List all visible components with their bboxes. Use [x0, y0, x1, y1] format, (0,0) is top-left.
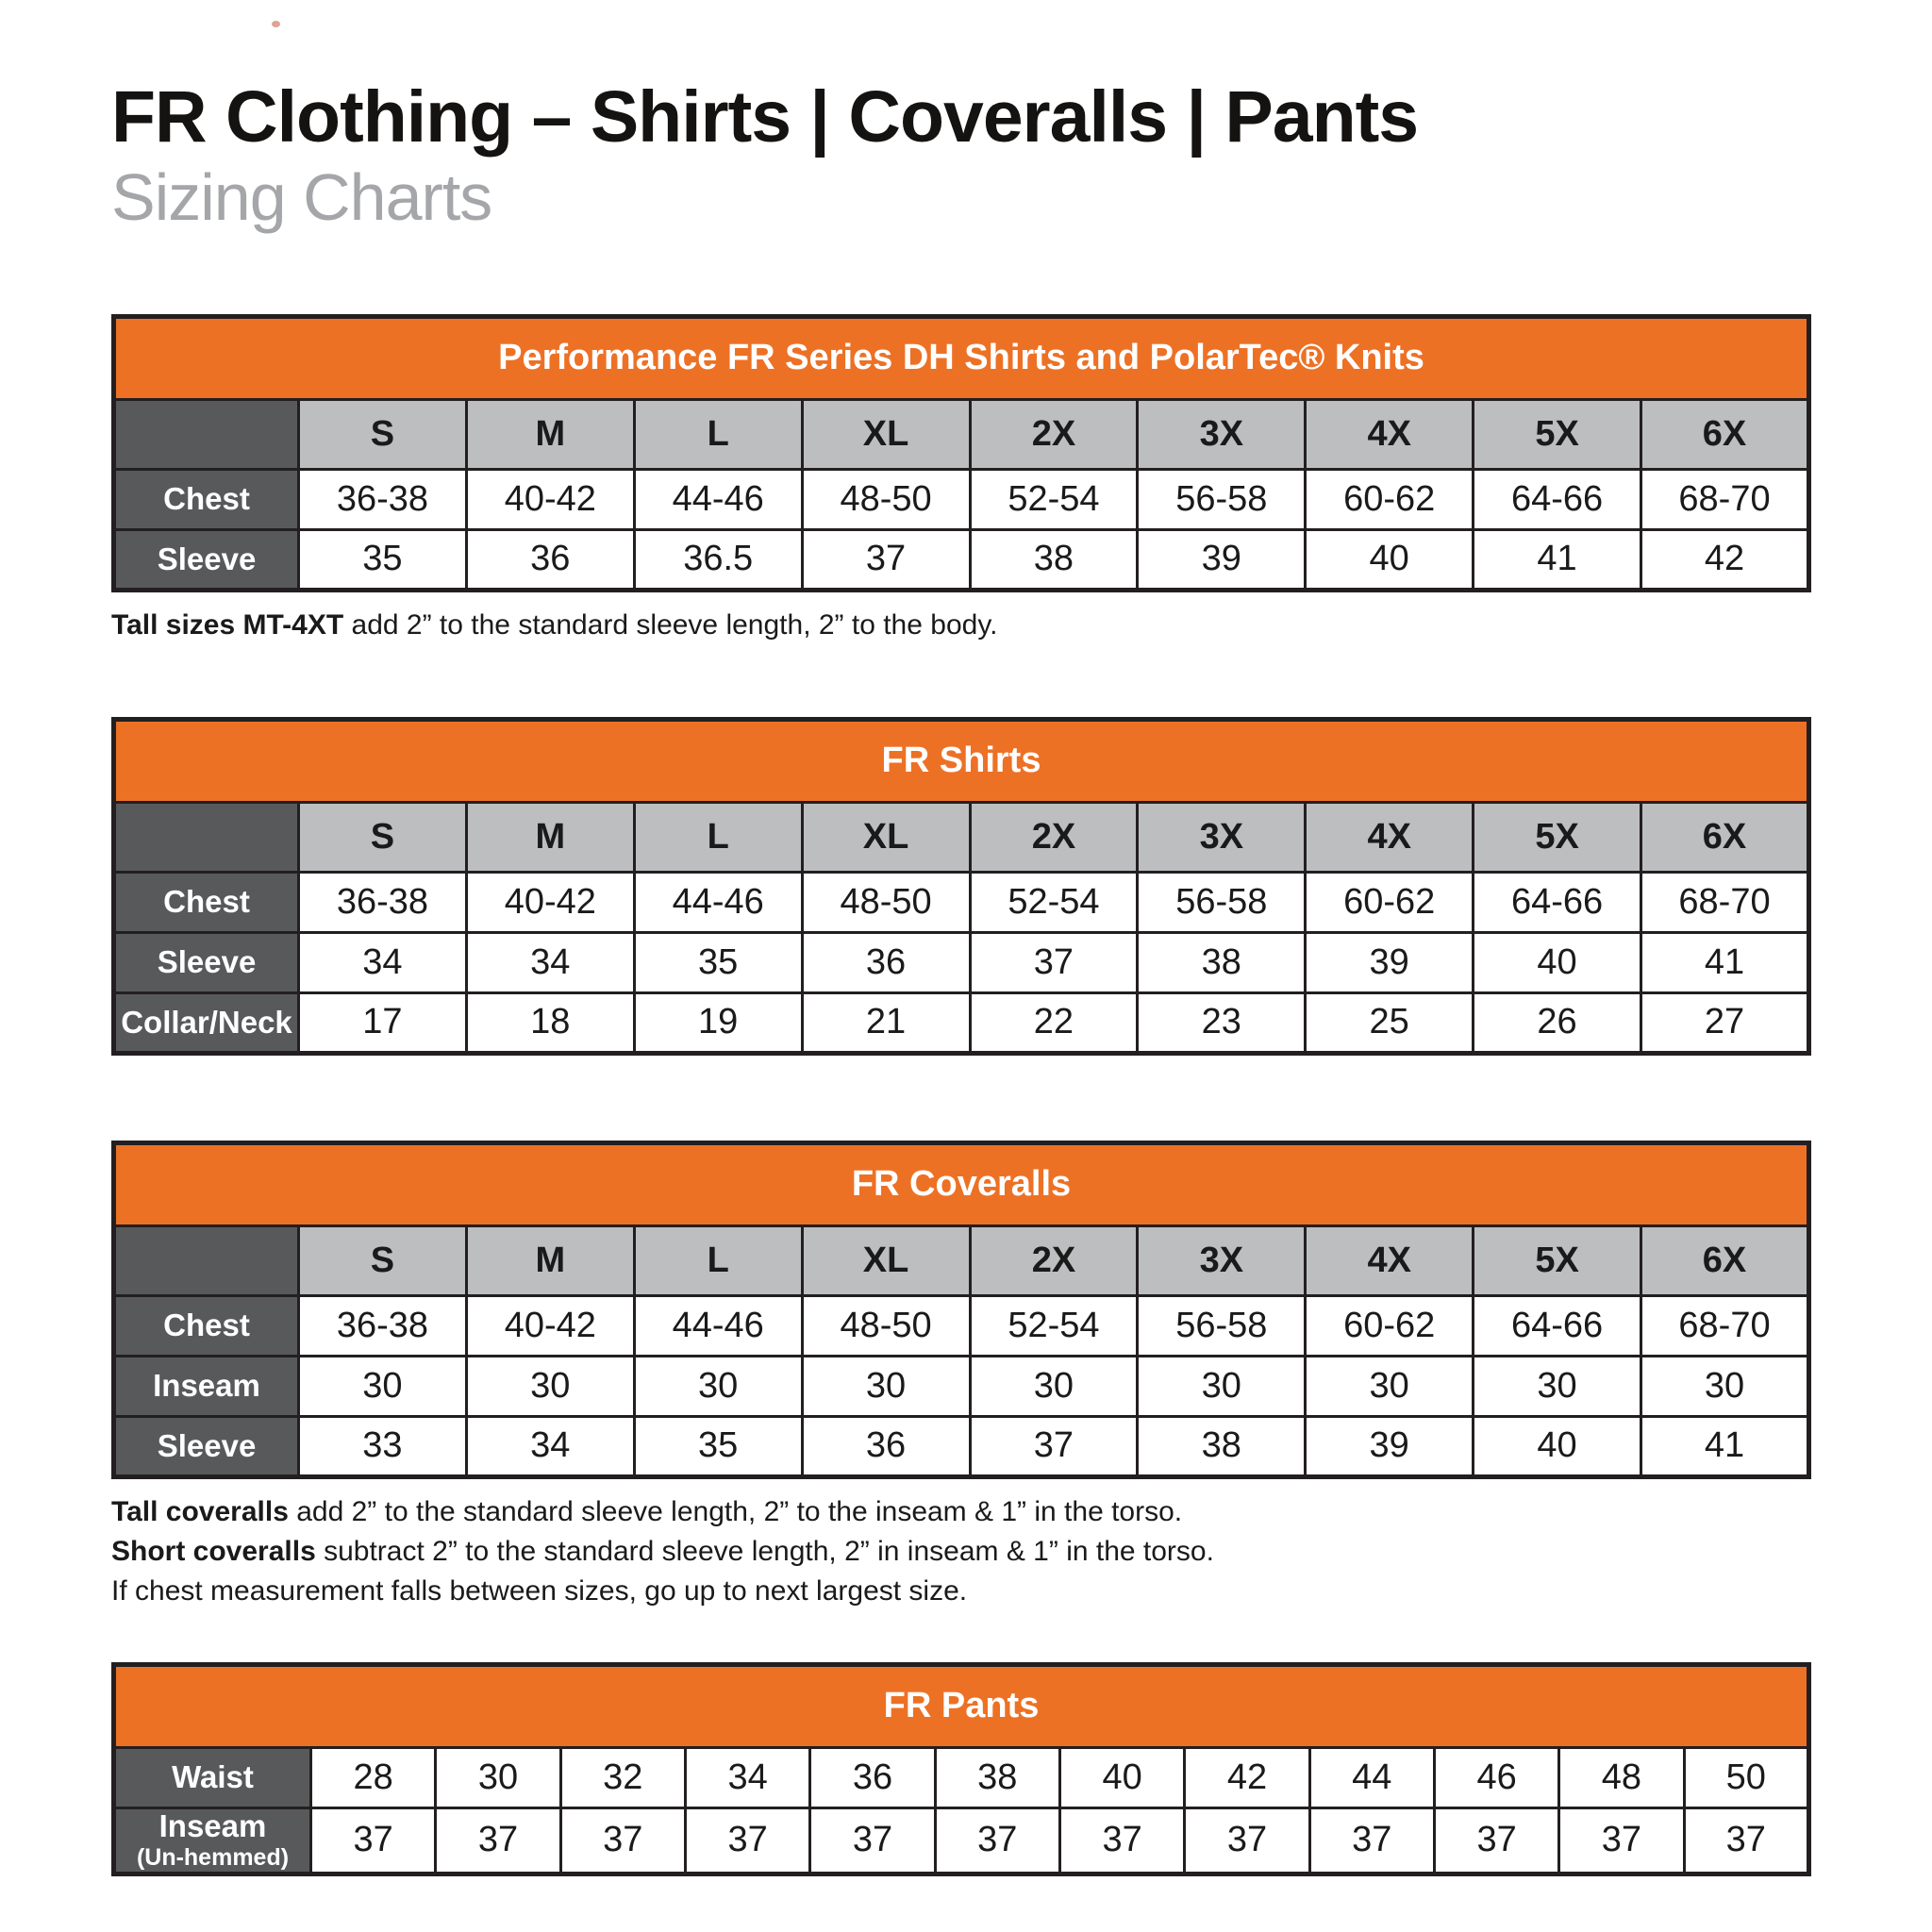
corner-cell [114, 399, 299, 469]
value-cell: 30 [299, 1356, 467, 1416]
value-cell: 38 [1138, 1416, 1306, 1476]
value-cell: 64-66 [1474, 469, 1641, 529]
value-cell: 37 [802, 529, 970, 590]
value-cell: 37 [1059, 1807, 1184, 1874]
row-label-cell [114, 529, 299, 590]
value-cell: 34 [466, 932, 634, 992]
size-header-cell: 5X [1474, 399, 1641, 469]
size-header-cell: 3X [1138, 399, 1306, 469]
value-cell: 37 [970, 932, 1138, 992]
row-label-cell [114, 872, 299, 932]
sizing-table-fr-pants [111, 1662, 1811, 1876]
note-line [111, 1572, 1811, 1611]
value-cell: 41 [1641, 932, 1809, 992]
value-cell: 35 [634, 1416, 802, 1476]
size-header-cell: L [634, 802, 802, 872]
row-label-cell [114, 932, 299, 992]
value-cell: 23 [1138, 992, 1306, 1053]
value-cell: 37 [810, 1807, 935, 1874]
row-label-cell [114, 992, 299, 1053]
row-label-cell [114, 469, 299, 529]
size-header-cell: S [299, 802, 467, 872]
size-header-cell: 4X [1306, 1225, 1474, 1295]
value-cell: 44-46 [634, 1295, 802, 1356]
size-header-cell: 4X [1306, 399, 1474, 469]
notes-performance-knits [111, 606, 1811, 645]
value-cell: 34 [685, 1747, 809, 1807]
value-cell: 40 [1474, 932, 1641, 992]
value-cell: 27 [1641, 992, 1809, 1053]
value-cell: 38 [970, 529, 1138, 590]
table-row [114, 1356, 1809, 1416]
row-label-text: Waist [172, 1759, 254, 1795]
value-cell: 30 [970, 1356, 1138, 1416]
value-cell: 56-58 [1138, 872, 1306, 932]
value-cell: 30 [466, 1356, 634, 1416]
note-text: If chest measurement falls between sizes, go up to next largest size. [111, 1574, 968, 1607]
value-cell: 52-54 [970, 1295, 1138, 1356]
value-cell: 64-66 [1474, 1295, 1641, 1356]
size-header-cell: 3X [1138, 802, 1306, 872]
performance-knits-header-row [114, 316, 1809, 399]
value-cell: 38 [935, 1747, 1059, 1807]
value-cell: 68-70 [1641, 469, 1809, 529]
fr-coveralls-header-row [114, 1142, 1809, 1225]
corner-cell [114, 802, 299, 872]
row-label-cell [114, 1416, 299, 1476]
table-row [114, 1295, 1809, 1356]
value-cell: 37 [1684, 1807, 1808, 1874]
value-cell: 68-70 [1641, 872, 1809, 932]
row-label-text: Sleeve [157, 1427, 257, 1463]
value-cell: 44-46 [634, 469, 802, 529]
size-header-cell: 6X [1641, 399, 1809, 469]
value-cell: 40-42 [466, 872, 634, 932]
table-row [114, 1416, 1809, 1476]
size-header-cell: M [466, 802, 634, 872]
value-cell: 36-38 [299, 1295, 467, 1356]
size-header-cell: XL [802, 1225, 970, 1295]
note-text: add 2” to the standard sleeve length, 2” to the body. [343, 608, 998, 641]
value-cell: 36 [802, 1416, 970, 1476]
value-cell: 19 [634, 992, 802, 1053]
size-header-cell: 5X [1474, 1225, 1641, 1295]
value-cell: 35 [299, 529, 467, 590]
fr-coveralls-table-title: FR Coveralls [114, 1142, 1809, 1225]
performance-knits-sizes-row [114, 399, 1809, 469]
value-cell: 48-50 [802, 469, 970, 529]
size-header-cell: M [466, 1225, 634, 1295]
section-fr-coveralls [111, 1141, 1811, 1611]
value-cell: 40 [1059, 1747, 1184, 1807]
table-row [114, 872, 1809, 932]
value-cell: 30 [1306, 1356, 1474, 1416]
page-title: FR Clothing – Shirts | Coveralls | Pants [111, 76, 1419, 158]
value-cell: 33 [299, 1416, 467, 1476]
row-label-text: Chest [163, 884, 250, 920]
value-cell: 17 [299, 992, 467, 1053]
note-text: add 2” to the standard sleeve length, 2” to the inseam & 1” in the torso. [288, 1495, 1183, 1527]
value-cell: 32 [560, 1747, 685, 1807]
value-cell: 36 [466, 529, 634, 590]
row-label-cell [114, 1807, 311, 1874]
size-header-cell: 2X [970, 802, 1138, 872]
value-cell: 50 [1684, 1747, 1808, 1807]
value-cell: 44 [1309, 1747, 1434, 1807]
size-header-cell: XL [802, 399, 970, 469]
table-row [114, 529, 1809, 590]
table-row [114, 469, 1809, 529]
notes-fr-coveralls [111, 1492, 1811, 1611]
value-cell: 34 [466, 1416, 634, 1476]
value-cell: 60-62 [1306, 872, 1474, 932]
row-label-text: Sleeve [157, 944, 257, 980]
sizing-table-fr-coveralls [111, 1141, 1811, 1479]
value-cell: 30 [1138, 1356, 1306, 1416]
size-header-cell: 3X [1138, 1225, 1306, 1295]
value-cell: 56-58 [1138, 1295, 1306, 1356]
value-cell: 36.5 [634, 529, 802, 590]
size-header-cell: 5X [1474, 802, 1641, 872]
value-cell: 39 [1306, 932, 1474, 992]
row-label-text: Collar/Neck [121, 1004, 292, 1040]
value-cell: 36-38 [299, 469, 467, 529]
value-cell: 46 [1434, 1747, 1558, 1807]
value-cell: 28 [311, 1747, 436, 1807]
table-row [114, 1807, 1809, 1874]
value-cell: 42 [1641, 529, 1809, 590]
note-line [111, 606, 1811, 645]
value-cell: 30 [436, 1747, 560, 1807]
fr-shirts-header-row [114, 719, 1809, 802]
size-header-cell: M [466, 399, 634, 469]
row-label-cell [114, 1747, 311, 1807]
value-cell: 30 [802, 1356, 970, 1416]
value-cell: 36 [810, 1747, 935, 1807]
fr-pants-header-row [114, 1664, 1809, 1747]
value-cell: 48-50 [802, 1295, 970, 1356]
size-header-cell: L [634, 1225, 802, 1295]
row-sublabel-text: (Un-hemmed) [136, 1844, 290, 1872]
fr-shirts-sizes-row [114, 802, 1809, 872]
size-header-cell: S [299, 399, 467, 469]
section-performance-knits [111, 314, 1811, 645]
size-header-cell: 6X [1641, 802, 1809, 872]
value-cell: 37 [970, 1416, 1138, 1476]
size-header-cell: 2X [970, 1225, 1138, 1295]
value-cell: 22 [970, 992, 1138, 1053]
value-cell: 37 [1185, 1807, 1309, 1874]
note-bold-text: Short coveralls [111, 1535, 316, 1567]
value-cell: 41 [1474, 529, 1641, 590]
size-header-cell: S [299, 1225, 467, 1295]
row-label-text: Inseam [158, 1807, 267, 1843]
value-cell: 26 [1474, 992, 1641, 1053]
value-cell: 25 [1306, 992, 1474, 1053]
value-cell: 52-54 [970, 469, 1138, 529]
note-bold-text: Tall sizes MT-4XT [111, 608, 344, 641]
value-cell: 36-38 [299, 872, 467, 932]
value-cell: 56-58 [1138, 469, 1306, 529]
value-cell: 36 [802, 932, 970, 992]
value-cell: 37 [1309, 1807, 1434, 1874]
value-cell: 30 [1474, 1356, 1641, 1416]
row-label-text: Chest [163, 1307, 250, 1343]
value-cell: 37 [436, 1807, 560, 1874]
value-cell: 40 [1474, 1416, 1641, 1476]
note-bold-text: Tall coveralls [111, 1495, 289, 1527]
value-cell: 42 [1185, 1747, 1309, 1807]
value-cell: 68-70 [1641, 1295, 1809, 1356]
value-cell: 37 [1434, 1807, 1558, 1874]
fr-coveralls-sizes-row [114, 1225, 1809, 1295]
fr-pants-table-title: FR Pants [114, 1664, 1809, 1747]
size-header-cell: 4X [1306, 802, 1474, 872]
size-header-cell: XL [802, 802, 970, 872]
note-line [111, 1532, 1811, 1572]
value-cell: 37 [560, 1807, 685, 1874]
value-cell: 37 [311, 1807, 436, 1874]
row-label-cell [114, 1295, 299, 1356]
row-label-text: Inseam [153, 1368, 260, 1404]
size-header-cell: L [634, 399, 802, 469]
value-cell: 40-42 [466, 1295, 634, 1356]
value-cell: 30 [634, 1356, 802, 1416]
row-label-text: Chest [163, 481, 250, 517]
performance-knits-table-title: Performance FR Series DH Shirts and PolarTec® Knits [114, 316, 1809, 399]
value-cell: 40 [1306, 529, 1474, 590]
page-artifact-dot [272, 21, 280, 27]
value-cell: 40-42 [466, 469, 634, 529]
row-label-cell [114, 1356, 299, 1416]
value-cell: 37 [935, 1807, 1059, 1874]
value-cell: 48 [1559, 1747, 1684, 1807]
value-cell: 18 [466, 992, 634, 1053]
value-cell: 44-46 [634, 872, 802, 932]
sizing-table-performance-knits [111, 314, 1811, 592]
table-row [114, 1747, 1809, 1807]
corner-cell [114, 1225, 299, 1295]
row-label-text: Sleeve [157, 541, 257, 576]
value-cell: 37 [1559, 1807, 1684, 1874]
page-subtitle: Sizing Charts [111, 159, 492, 234]
value-cell: 37 [685, 1807, 809, 1874]
size-header-cell: 2X [970, 399, 1138, 469]
value-cell: 41 [1641, 1416, 1809, 1476]
section-fr-shirts [111, 717, 1811, 1056]
value-cell: 38 [1138, 932, 1306, 992]
section-fr-pants [111, 1662, 1811, 1876]
table-row [114, 932, 1809, 992]
sizing-table-fr-shirts [111, 717, 1811, 1056]
value-cell: 21 [802, 992, 970, 1053]
value-cell: 60-62 [1306, 469, 1474, 529]
value-cell: 34 [299, 932, 467, 992]
note-text: subtract 2” to the standard sleeve length, 2” in inseam & 1” in the torso. [315, 1535, 1214, 1567]
size-header-cell: 6X [1641, 1225, 1809, 1295]
table-row [114, 992, 1809, 1053]
value-cell: 39 [1138, 529, 1306, 590]
value-cell: 30 [1641, 1356, 1809, 1416]
value-cell: 64-66 [1474, 872, 1641, 932]
value-cell: 35 [634, 932, 802, 992]
fr-shirts-table-title: FR Shirts [114, 719, 1809, 802]
value-cell: 48-50 [802, 872, 970, 932]
value-cell: 39 [1306, 1416, 1474, 1476]
value-cell: 60-62 [1306, 1295, 1474, 1356]
note-line [111, 1492, 1811, 1532]
value-cell: 52-54 [970, 872, 1138, 932]
